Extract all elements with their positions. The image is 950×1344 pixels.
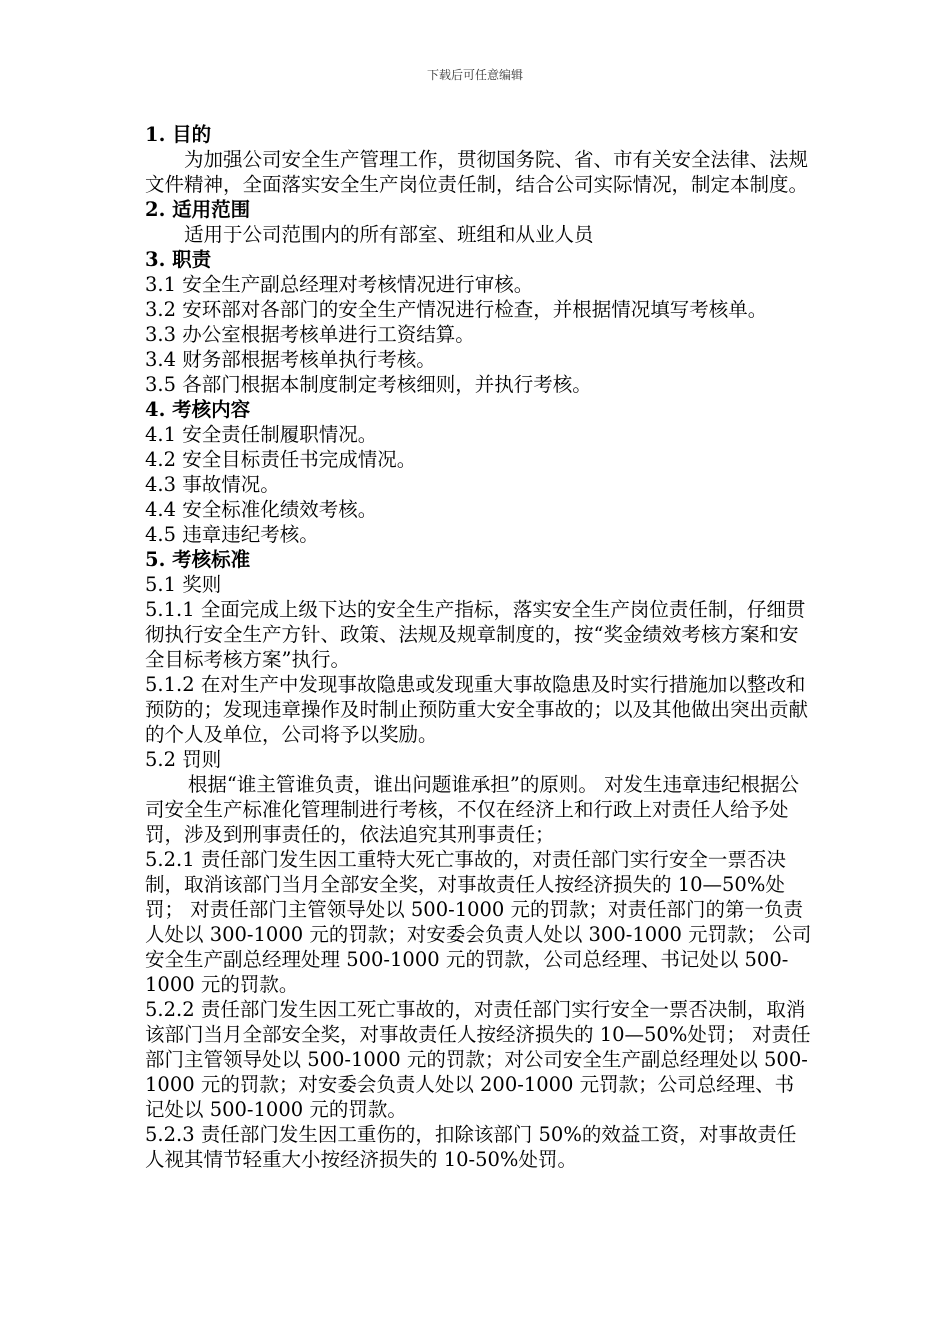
clause-4-3: 4.3 事故情况。 bbox=[145, 473, 280, 496]
clause-3-2: 3.2 安环部对各部门的安全生产情况进行检查，并根据情况填写考核单。 bbox=[145, 298, 768, 321]
clause-5-2: 5.2 罚则 bbox=[145, 748, 222, 771]
clause-5-2-body: 根据“谁主管谁负责，谁出问题谁承担”的原则。 对发生违章违纪根据公司安全生产标准化管理制进行考核，不仅在经济上和行政上对责任人给予处罚，涉及到刑事责任的，依法追究其刑事责任； bbox=[145, 773, 800, 846]
clause-3-5: 3.5 各部门根据本制度制定考核细则，并执行考核。 bbox=[145, 373, 592, 396]
clause-5-1-2: 5.1.2 在对生产中发现事故隐患或发现重大事故隐患及时实行措施加以整改和预防的；发现违章操作及时制止预防重大安全事故的；以及其他做出突出贡献的个人及单位，公司将予以奖励。 bbox=[145, 673, 809, 746]
clause-5-1: 5.1 奖则 bbox=[145, 573, 222, 596]
clause-3-4: 3.4 财务部根据考核单执行考核。 bbox=[145, 348, 436, 371]
clause-3-1: 3.1 安全生产副总经理对考核情况进行审核。 bbox=[145, 273, 534, 296]
section-4-title: 4. 考核内容 bbox=[145, 398, 251, 421]
section-3-title: 3. 职责 bbox=[145, 248, 212, 271]
clause-5-2-3: 5.2.3 责任部门发生因工重伤的，扣除该部门 50%的效益工资，对事故责任人视其情节轻重大小按经济损失的 10-50%处罚。 bbox=[145, 1123, 797, 1171]
document-body bbox=[145, 122, 813, 1172]
clause-4-1: 4.1 安全责任制履职情况。 bbox=[145, 423, 378, 446]
section-2-body: 适用于公司范围内的所有部室、班组和从业人员 bbox=[184, 223, 594, 246]
clause-4-4: 4.4 安全标准化绩效考核。 bbox=[145, 498, 378, 521]
section-2-title: 2. 适用范围 bbox=[145, 198, 251, 221]
clause-5-2-2: 5.2.2 责任部门发生因工死亡事故的，对责任部门实行安全一票否决制，取消该部门当月全部安全奖，对事故责任人按经济损失的 10—50%处罚； 对责任部门主管领导处以 500-1000 元的罚款；对公司安全生产副总经理处以 500-1000 元的罚款；对安委会负责人处以 200-1000 元罚款；公司总经理、书记处以 500-1000 元的罚款。 bbox=[145, 998, 811, 1121]
page-header: 下载后可任意编辑 bbox=[426, 68, 523, 82]
clause-5-2-1: 5.2.1 责任部门发生因工重特大死亡事故的，对责任部门实行安全一票否决制，取消该部门当月全部安全奖，对事故责任人按经济损失的 10—50%处罚； 对责任部门主管领导处以 500-1000 元的罚款；对责任部门的第一负责人处以 300-1000 元的罚款；对安委会负责人处以 300-1000 元罚款； 公司安全生产副总经理处理 500-1000 元的罚款，公司总经理、书记处以 500-1000 元的罚款。 bbox=[145, 848, 812, 996]
clause-4-2: 4.2 安全目标责任书完成情况。 bbox=[145, 448, 417, 471]
clause-5-1-1: 5.1.1 全面完成上级下达的安全生产指标，落实安全生产岗位责任制，仔细贯彻执行安全生产方针、政策、法规及规章制度的，按“奖金绩效考核方案和安全目标考核方案”执行。 bbox=[145, 598, 806, 671]
section-1-title: 1. 目的 bbox=[145, 123, 212, 146]
section-5-title: 5. 考核标准 bbox=[145, 548, 251, 571]
clause-3-3: 3.3 办公室根据考核单进行工资结算。 bbox=[145, 323, 475, 346]
clause-4-5: 4.5 违章违纪考核。 bbox=[145, 523, 319, 546]
section-1-body: 为加强公司安全生产管理工作，贯彻国务院、省、市有关安全法律、法规文件精神，全面落实安全生产岗位责任制，结合公司实际情况，制定本制度。 bbox=[145, 148, 809, 196]
